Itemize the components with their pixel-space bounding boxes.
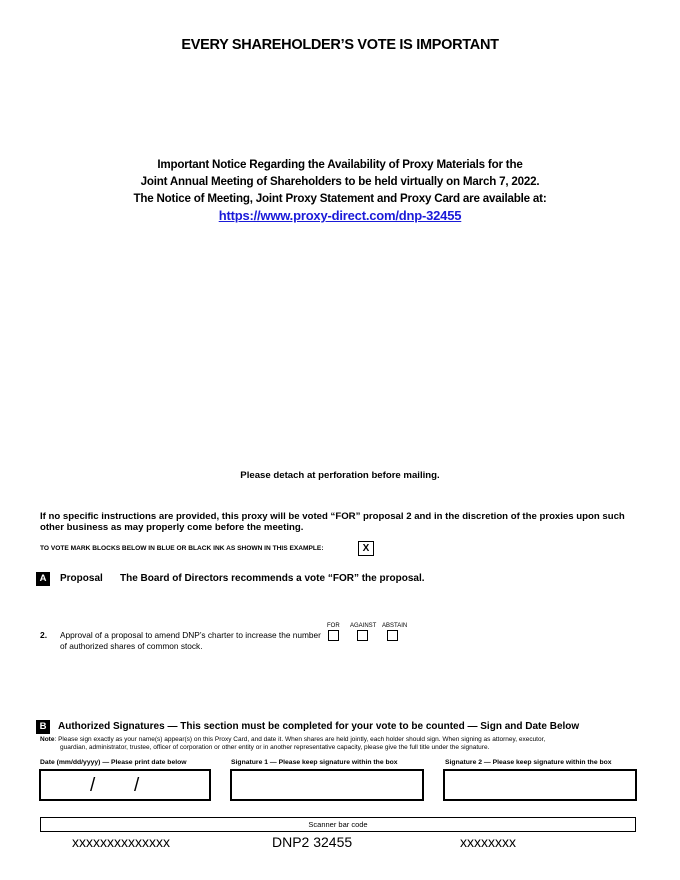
date-field-label: Date (mm/dd/yyyy) — Please print date below: [40, 759, 187, 766]
proxy-notice: [0, 156, 680, 225]
notice-line-2: Joint Annual Meeting of Shareholders to be held virtually on March 7, 2022.: [140, 175, 540, 188]
signature-1-label: Signature 1 — Please keep signature within the box: [231, 759, 398, 766]
section-b-title: Authorized Signatures — This section must be completed for your vote to be counted — Sign and Date Below: [58, 721, 580, 732]
date-input-box[interactable]: [39, 769, 211, 801]
column-header-for: FOR: [327, 623, 340, 629]
vote-marking-instruction: TO VOTE MARK BLOCKS BELOW IN BLUE OR BLACK INK AS SHOWN IN THIS EXAMPLE:: [40, 545, 324, 552]
detach-instruction: Please detach at perforation before mailing.: [240, 470, 440, 481]
signature-note: [40, 736, 640, 752]
proposal-text: Approval of a proposal to amend DNP’s charter to increase the number of authorized shares of common stock.: [60, 630, 321, 651]
column-header-abstain: ABSTAIN: [382, 623, 408, 629]
against-checkbox[interactable]: [357, 630, 368, 641]
board-recommendation: The Board of Directors recommends a vote “FOR” the proposal.: [120, 573, 425, 584]
section-a-title: Proposal: [60, 573, 103, 584]
scanner-bar-code: Scanner bar code: [40, 817, 636, 832]
column-header-against: AGAINST: [350, 623, 377, 629]
note-label: Note: [40, 736, 55, 743]
section-b-badge: B: [36, 720, 50, 734]
notice-line-1: Important Notice Regarding the Availability of Proxy Materials for the: [157, 158, 523, 171]
code-center: DNP2 32455: [272, 834, 353, 850]
note-line-2: guardian, administrator, trustee, officer of corporation or other entity or in another representative capacity, please give the full title under the signature.: [60, 744, 490, 751]
notice-line-3: The Notice of Meeting, Joint Proxy Statement and Proxy Card are available at:: [133, 192, 547, 205]
signature-2-label: Signature 2 — Please keep signature within the box: [445, 759, 612, 766]
code-right: xxxxxxxx: [460, 834, 516, 850]
section-a-badge: A: [36, 572, 50, 586]
proposal-number: 2.: [40, 630, 48, 640]
signature-2-box[interactable]: [443, 769, 637, 801]
page-title: EVERY SHAREHOLDER’S VOTE IS IMPORTANT: [181, 37, 499, 53]
proxy-materials-link[interactable]: https://www.proxy-direct.com/dnp-32455: [218, 208, 462, 223]
signature-1-box[interactable]: [230, 769, 424, 801]
code-left: xxxxxxxxxxxxxx: [72, 834, 170, 850]
abstain-checkbox[interactable]: [387, 630, 398, 641]
note-line-1: : Please sign exactly as your name(s) appear(s) on this Proxy Card, and date it. When shares are held jointly, each holder should sign. When signing as attorney, executor,: [54, 736, 546, 743]
date-separator-1: /: [90, 775, 96, 796]
default-vote-instructions: If no specific instructions are provided, this proxy will be voted “FOR” proposal 2 and in the discretion of the proxies upon such other business as may properly come before the meeting.: [40, 511, 625, 533]
for-checkbox[interactable]: [328, 630, 339, 641]
date-separator-2: /: [134, 775, 140, 796]
example-mark-box: X: [358, 541, 374, 556]
